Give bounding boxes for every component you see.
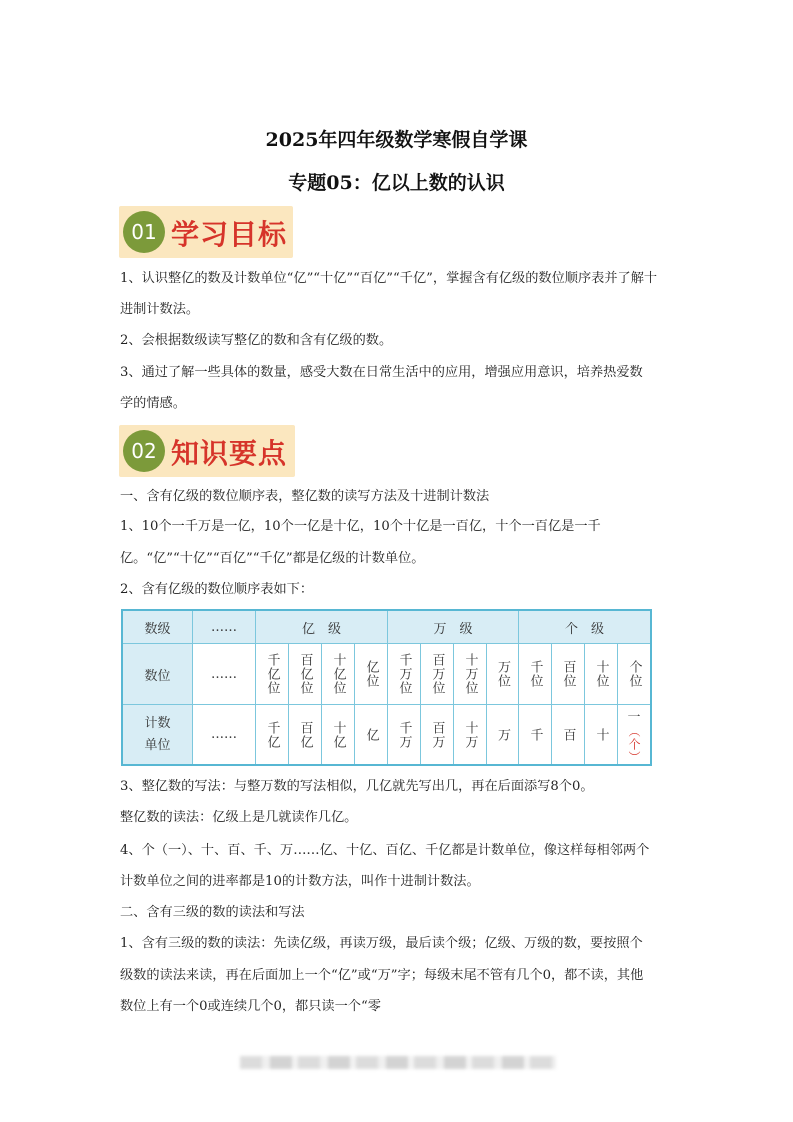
place-cell: 十万位 (462, 653, 478, 695)
group-wan: 万 级 (388, 611, 519, 644)
group-ge: 个 级 (519, 611, 650, 644)
place-cell: 个位 (626, 660, 642, 688)
knowledge-line: 亿。“亿”“十亿”“百亿”“千亿”都是亿级的计数单位。 (120, 551, 425, 566)
row-label-place: 数位 (123, 644, 193, 705)
knowledge-line: 二、含有三级的数的读法和写法 (120, 905, 305, 920)
knowledge-line: 一、含有亿级的数位顺序表，整亿数的读写方法及十进制计数法 (120, 489, 490, 504)
ellipsis-cell: …… (193, 611, 256, 644)
row-label-level: 数级 (123, 611, 193, 644)
unit-cell: 万 (495, 727, 510, 742)
knowledge-line: 1、含有三级的数的读法：先读亿级，再读万级，最后读个级；亿级、万级的数，要按照个 (120, 936, 643, 951)
knowledge-line: 4、个（一）、十、百、千、万……亿、十亿、百亿、千亿都是计数单位，像这样每相邻两个 (120, 843, 650, 858)
section-label: 学习目标 (171, 218, 288, 251)
unit-cell: 千 (527, 727, 543, 742)
unit-cell: 一 (627, 709, 641, 725)
goal-line: 3、通过了解一些具体的数量，感受大数在日常生活中的应用，增强应用意识，培养热爱数 (120, 365, 643, 380)
unit-cell: 百亿 (297, 720, 313, 749)
unit-cell: 百 (560, 727, 576, 742)
unit-cell: 十万 (462, 720, 478, 749)
knowledge-line: 级数的读法来读，再在后面加上一个“亿”或“万”字；每级末尾不管有几个0，都不读，其他 (120, 968, 644, 983)
knowledge-line: 3、整亿数的写法：与整万数的写法相似，几亿就先写出几，再在后面添写8个0。 (120, 779, 594, 794)
knowledge-line: 2、含有亿级的数位顺序表如下： (120, 582, 314, 597)
knowledge-line: 整亿数的读法：亿级上是几就读作几亿。 (120, 810, 358, 825)
place-cell: 十位 (593, 660, 609, 688)
place-cell: 千亿位 (264, 653, 280, 695)
section-label: 知识要点 (171, 437, 288, 470)
place-cell: 百万位 (429, 653, 445, 695)
goal-line: 学的情感。 (120, 396, 186, 411)
unit-cell: 亿 (363, 727, 379, 742)
knowledge-line: 数位上有一个0或连续几个0，都只读一个“零 (120, 999, 381, 1014)
document-title: 2025年四年级数学寒假自学课 (265, 129, 528, 151)
place-value-table (121, 609, 652, 766)
knowledge-line: 计数单位之间的进率都是10的计数方法，叫作十进制计数法。 (120, 874, 480, 889)
place-cell: 十亿位 (330, 653, 346, 695)
goal-line: 进制计数法。 (120, 302, 200, 317)
unit-note: （个） (627, 724, 641, 764)
unit-cell: 十亿 (330, 720, 346, 749)
blurred-footer-watermark (240, 1056, 556, 1069)
place-cell: 千万位 (396, 653, 412, 695)
goal-line: 1、认识整亿的数及计数单位“亿”“十亿”“百亿”“千亿”，掌握含有亿级的数位顺序表并了解十 (120, 271, 658, 286)
goal-line: 2、会根据数级读写整亿的数和含有亿级的数。 (120, 333, 393, 348)
unit-cell: 千万 (396, 720, 412, 749)
group-yi: 亿 级 (256, 611, 388, 644)
place-cell: 百亿位 (297, 653, 313, 695)
row-label-unit: 计数单位 (123, 705, 193, 764)
place-cell: 百位 (560, 660, 576, 688)
knowledge-line: 1、10个一千万是一亿，10个一亿是十亿，10个十亿是一百亿，十个一百亿是一千 (120, 519, 601, 534)
place-cell: 万位 (495, 660, 510, 688)
unit-cell: 千亿 (264, 720, 280, 749)
ellipsis-cell: …… (193, 644, 256, 705)
unit-cell: 十 (593, 727, 609, 742)
section-number: 01 (123, 211, 165, 253)
section-number: 02 (123, 430, 165, 472)
document-subtitle: 专题05：亿以上数的认识 (288, 172, 505, 194)
section-badge-goals (119, 206, 293, 258)
ellipsis-cell: …… (193, 705, 256, 764)
place-cell: 亿位 (363, 660, 379, 688)
place-cell: 千位 (527, 660, 543, 688)
section-badge-knowledge (119, 425, 295, 477)
unit-cell: 百万 (429, 720, 445, 749)
